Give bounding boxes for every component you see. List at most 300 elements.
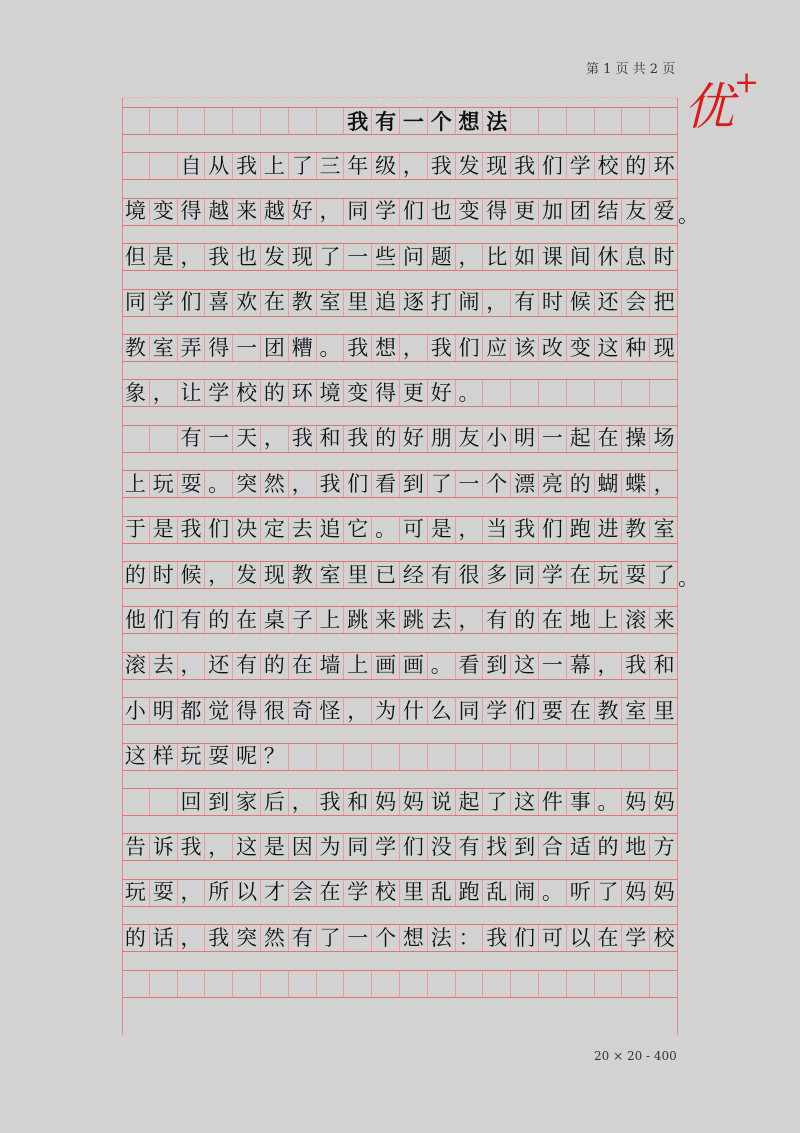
- grid-cell: 乱: [483, 880, 511, 906]
- grid-cell: 。: [317, 335, 345, 361]
- grid-cell: 他: [122, 607, 150, 633]
- grid-cell: 蝴: [595, 471, 623, 497]
- grid-cell: 在: [567, 562, 595, 588]
- grid-cell: 也: [233, 244, 261, 270]
- grid-cell: 定: [261, 517, 289, 543]
- grid-cell: 我: [428, 335, 456, 361]
- grid-cell: 们: [539, 153, 567, 179]
- grid-cell: 我: [511, 153, 539, 179]
- grid-cell: 休: [595, 244, 623, 270]
- grid-cell: 。: [372, 517, 400, 543]
- grid-cell: 为: [372, 698, 400, 724]
- grid-cell: 去: [289, 517, 317, 543]
- grid-cell: 了: [317, 925, 345, 951]
- grid-cell: 们: [150, 607, 178, 633]
- grid-cell: 团: [261, 335, 289, 361]
- grid-cell: 跑: [567, 517, 595, 543]
- grid-cell: 室: [150, 335, 178, 361]
- grid-cell: [122, 971, 150, 997]
- grid-cell: 在: [539, 607, 567, 633]
- grid-cell: 以: [567, 925, 595, 951]
- grid-cell: ，: [483, 290, 511, 316]
- grid-cell: 室: [317, 562, 345, 588]
- grid-cell: 的: [622, 153, 650, 179]
- grid-cell: 墙: [317, 653, 345, 679]
- grid-cell: 变: [567, 335, 595, 361]
- grid-cell: 听: [567, 880, 595, 906]
- grid-cell: 妈: [372, 789, 400, 815]
- grid-spec-footer: 20 × 20 - 400: [594, 1049, 677, 1063]
- grid-cell: 玩: [150, 471, 178, 497]
- grid-cell: 漂: [511, 471, 539, 497]
- grid-cell: [205, 971, 233, 997]
- grid-cell: 候: [567, 290, 595, 316]
- grid-cell: 好: [428, 380, 456, 406]
- essay-row: [122, 924, 678, 952]
- grid-cell: 里: [344, 290, 372, 316]
- grid-cell: 样: [150, 744, 178, 770]
- grid-cell: 子: [289, 607, 317, 633]
- grid-cell: 地: [567, 607, 595, 633]
- grid-cell: 明: [511, 426, 539, 452]
- grid-cell: [372, 971, 400, 997]
- grid-cell: 还: [595, 290, 623, 316]
- grid-cell: 室: [653, 517, 675, 542]
- grid-cell: ，: [317, 199, 345, 225]
- grid-cell: 学: [150, 290, 178, 316]
- essay-row: [122, 152, 678, 180]
- grid-cell: 一: [344, 925, 372, 951]
- grid-cell: 玩: [178, 744, 206, 770]
- grid-cell: [150, 426, 178, 452]
- grade-mark: [676, 68, 766, 138]
- grid-cell: ，: [205, 834, 233, 860]
- grid-cell: [595, 744, 623, 770]
- grid-cell: 境: [122, 199, 150, 225]
- grid-cell: 妈: [400, 789, 428, 815]
- grid-cell: 耍: [178, 471, 206, 497]
- grid-cell: [650, 744, 678, 770]
- grid-cell: 从: [205, 153, 233, 179]
- grid-cell: 当: [483, 517, 511, 543]
- grid-cell: 在: [233, 607, 261, 633]
- essay-row: [122, 879, 678, 907]
- grid-cell: 这: [511, 789, 539, 815]
- grid-cell: [622, 380, 650, 406]
- grid-cell: 亮: [539, 471, 567, 497]
- grid-cell: 地: [622, 834, 650, 860]
- essay-row: [122, 243, 678, 271]
- grid-cell: 加: [539, 199, 567, 225]
- grid-cell: [122, 789, 150, 815]
- grid-cell: 想: [456, 108, 484, 134]
- grid-cell: 事: [567, 789, 595, 815]
- grid-cell: 来: [233, 199, 261, 225]
- essay-row: [122, 697, 678, 725]
- grid-cell: 和: [317, 426, 345, 452]
- grid-cell: 妈: [622, 880, 650, 906]
- grid-cell: 找: [483, 834, 511, 860]
- grid-cell: 比: [483, 244, 511, 270]
- grid-cell: 时: [653, 244, 675, 269]
- grid-cell: [511, 971, 539, 997]
- grid-cell: 有: [178, 607, 206, 633]
- grid-cell: 经: [400, 562, 428, 588]
- grid-cell: 糟: [289, 335, 317, 361]
- grid-cell: 教: [289, 562, 317, 588]
- grid-cell: [150, 789, 178, 815]
- grid-cell: 学: [483, 698, 511, 724]
- grid-cell: ，: [456, 244, 484, 270]
- grid-cell: 息: [622, 244, 650, 270]
- grid-cell: 于: [122, 517, 150, 543]
- grid-cell: 我: [344, 335, 372, 361]
- grid-cell: 该: [511, 335, 539, 361]
- grid-cell: 我: [178, 517, 206, 543]
- grid-cell: [317, 744, 345, 770]
- grid-cell: 如: [511, 244, 539, 270]
- grid-cell: 校: [233, 380, 261, 406]
- grid-cell: ，: [289, 789, 317, 815]
- grid-cell: 法: [483, 108, 511, 134]
- grid-cell: [567, 380, 595, 406]
- grid-cell: 可: [400, 517, 428, 543]
- grid-cell: ？: [261, 744, 289, 770]
- grid-cell: 是: [150, 517, 178, 543]
- grid-cell: 喜: [205, 290, 233, 316]
- grid-cell: [622, 744, 650, 770]
- grid-cell: [178, 971, 206, 997]
- grid-cell: 来: [372, 607, 400, 633]
- manuscript-grid: [122, 97, 699, 1035]
- grid-cell: 在: [261, 290, 289, 316]
- grid-cell: 现: [653, 335, 675, 360]
- grid-cell: [622, 108, 650, 134]
- grid-cell: 方: [653, 834, 675, 859]
- grid-cell: 耍: [205, 744, 233, 770]
- grid-cell: 改: [539, 335, 567, 361]
- grid-cell: 了: [653, 562, 675, 587]
- grid-cell: 有: [289, 925, 317, 951]
- grid-cell: 有: [483, 607, 511, 633]
- grid-cell: 时: [539, 290, 567, 316]
- grid-cell: 的: [122, 562, 150, 588]
- grid-cell: 学: [372, 834, 400, 860]
- grid-cell: [650, 380, 678, 406]
- grid-cell: 妈: [653, 880, 675, 905]
- grid-cell: [567, 744, 595, 770]
- grid-cell: 学: [539, 562, 567, 588]
- grid-cell: 的: [372, 426, 400, 452]
- grid-cell: 了: [317, 244, 345, 270]
- grid-cell: 上: [317, 607, 345, 633]
- grid-cell: 朋: [428, 426, 456, 452]
- grid-cell: 得: [483, 199, 511, 225]
- grid-cell: 我: [622, 653, 650, 679]
- grid-cell: 会: [622, 290, 650, 316]
- grid-cell: 有: [511, 290, 539, 316]
- grid-cell: ，: [653, 471, 675, 496]
- grid-cell: 同: [456, 698, 484, 724]
- grid-cell: [567, 108, 595, 134]
- grid-cell: [150, 108, 178, 134]
- grid-cell: 适: [567, 834, 595, 860]
- grid-cell: 我: [344, 108, 372, 134]
- grid-cell: 看: [456, 653, 484, 679]
- grid-cell: 题: [428, 244, 456, 270]
- grid-cell: [595, 380, 623, 406]
- grid-cell: 很: [456, 562, 484, 588]
- grid-cell: 明: [150, 698, 178, 724]
- essay-row: [122, 561, 678, 589]
- essay-row: [122, 289, 678, 317]
- grid-cell: ，: [178, 653, 206, 679]
- grid-cell: 到: [400, 471, 428, 497]
- grid-cell: 追: [372, 290, 400, 316]
- grid-cell: 们: [539, 517, 567, 543]
- grid-cell: 候: [178, 562, 206, 588]
- grid-cell: [428, 971, 456, 997]
- grid-cell: 校: [372, 880, 400, 906]
- grid-cell: 桌: [261, 607, 289, 633]
- grid-cell: [372, 744, 400, 770]
- grid-cell: 然: [261, 471, 289, 497]
- grid-cell: 上: [595, 607, 623, 633]
- grid-cell: 告: [122, 834, 150, 860]
- grid-cell: 个: [428, 108, 456, 134]
- grid-cell: 我: [205, 925, 233, 951]
- grid-cell: 没: [428, 834, 456, 860]
- grid-cell: 们: [205, 517, 233, 543]
- grid-cell: [261, 108, 289, 134]
- grid-cell: 学: [372, 199, 400, 225]
- grid-cell: 教: [595, 698, 623, 724]
- grid-cell: 室: [622, 698, 650, 724]
- grid-cell: [178, 108, 206, 134]
- grid-cell: 画: [400, 653, 428, 679]
- grade-char: 优: [684, 78, 734, 136]
- grid-cell: 的: [122, 925, 150, 951]
- grid-cell: 里: [653, 698, 675, 723]
- grid-cell: 追: [317, 517, 345, 543]
- grid-cell: 还: [205, 653, 233, 679]
- grid-cell: 合: [539, 834, 567, 860]
- grid-cell: 里: [400, 880, 428, 906]
- grid-cell: 跳: [400, 607, 428, 633]
- grid-cell: 都: [178, 698, 206, 724]
- grid-cell: 我: [205, 244, 233, 270]
- grid-cell: 的: [261, 653, 289, 679]
- grid-cell: 得: [205, 335, 233, 361]
- grid-cell: 。: [456, 380, 484, 406]
- grid-cell: ，: [178, 244, 206, 270]
- grid-cell: 是: [261, 834, 289, 860]
- grid-cell: 有: [428, 562, 456, 588]
- grid-cell: 发: [261, 244, 289, 270]
- grid-cell: 变: [456, 199, 484, 225]
- grid-cell: 更: [511, 199, 539, 225]
- grid-cell: [483, 971, 511, 997]
- essay-row: [122, 970, 678, 998]
- grid-cell: ：: [456, 925, 484, 951]
- grid-cell: [289, 971, 317, 997]
- grid-cell: [511, 108, 539, 134]
- grid-cell: 要: [539, 698, 567, 724]
- grid-cell: 闹: [456, 290, 484, 316]
- grid-cell: 结: [595, 199, 623, 225]
- grid-cell: [511, 380, 539, 406]
- grid-cell: 滚: [622, 607, 650, 633]
- grid-cell: 级: [372, 153, 400, 179]
- grid-cell: 起: [567, 426, 595, 452]
- grid-cell: [539, 108, 567, 134]
- grid-cell: 团: [567, 199, 595, 225]
- essay-row: [122, 198, 678, 226]
- grid-cell: 我: [289, 426, 317, 452]
- grid-cell: [539, 744, 567, 770]
- grid-cell: 了: [289, 153, 317, 179]
- grid-cell: 蝶: [622, 471, 650, 497]
- essay-row: [122, 516, 678, 544]
- grid-cell: 同: [344, 834, 372, 860]
- essay-title-row: [122, 107, 678, 135]
- grid-cell: 三: [317, 153, 345, 179]
- grid-cell: [122, 153, 150, 179]
- grid-cell: 我: [178, 834, 206, 860]
- grid-cell: 环: [653, 153, 675, 178]
- grid-cell: 境: [317, 380, 345, 406]
- grid-cell: 到: [483, 653, 511, 679]
- grid-cell: ，: [289, 471, 317, 497]
- grid-cell: ，: [261, 426, 289, 452]
- grid-cell: [289, 108, 317, 134]
- grid-cell: 件: [539, 789, 567, 815]
- grid-cell: 我: [483, 925, 511, 951]
- grid-cell: 的: [205, 607, 233, 633]
- grid-cell: 年: [344, 153, 372, 179]
- grid-cell: 有: [178, 426, 206, 452]
- grid-cell: 有: [233, 653, 261, 679]
- grid-cell: 跳: [344, 607, 372, 633]
- grid-cell: 起: [456, 789, 484, 815]
- grid-cell: 在: [567, 698, 595, 724]
- grid-cell: 画: [372, 653, 400, 679]
- grid-cell: 会: [289, 880, 317, 906]
- grid-cell: ，: [178, 925, 206, 951]
- grid-cell: 在: [317, 880, 345, 906]
- grid-cell: 间: [567, 244, 595, 270]
- grid-cell: 这: [233, 834, 261, 860]
- grid-cell: [122, 108, 150, 134]
- grid-cell: [400, 971, 428, 997]
- grid-cell: 。: [595, 789, 623, 815]
- grid-cell: [650, 108, 678, 134]
- grid-cell: ，: [178, 880, 206, 906]
- grid-cell: 一: [539, 426, 567, 452]
- grid-cell: 我: [428, 153, 456, 179]
- essay-row: [122, 334, 678, 362]
- grid-cell: [650, 971, 678, 997]
- grid-cell: 怪: [317, 698, 345, 724]
- grid-cell: 现: [483, 153, 511, 179]
- grid-cell: 决: [233, 517, 261, 543]
- grid-cell: 一: [456, 471, 484, 497]
- grid-cell: 到: [511, 834, 539, 860]
- grid-cell: [428, 744, 456, 770]
- grid-cell: 因: [289, 834, 317, 860]
- grid-cell: [289, 744, 317, 770]
- grid-cell: 问: [400, 244, 428, 270]
- grid-cell: 室: [317, 290, 345, 316]
- grid-cell: 。: [539, 880, 567, 906]
- grid-cell: 教: [289, 290, 317, 316]
- grid-cell: 现: [289, 244, 317, 270]
- grid-cell: 一: [205, 426, 233, 452]
- grid-cell: 。: [205, 471, 233, 497]
- grid-cell: 在: [289, 653, 317, 679]
- grid-cell: 我: [233, 153, 261, 179]
- grid-cell: 到: [205, 789, 233, 815]
- grid-cell: 变: [344, 380, 372, 406]
- grid-cell: 是: [428, 517, 456, 543]
- grid-cell: 的: [567, 471, 595, 497]
- grid-cell: 看: [372, 471, 400, 497]
- grid-cell: ，: [150, 380, 178, 406]
- grid-cell: 更: [400, 380, 428, 406]
- grid-cell: 越: [261, 199, 289, 225]
- grid-cell: 校: [653, 925, 675, 950]
- grid-cell: 它: [344, 517, 372, 543]
- grid-cell: 让: [178, 380, 206, 406]
- grid-cell: 和: [653, 653, 675, 678]
- grid-cell: [150, 153, 178, 179]
- grid-cell: [400, 744, 428, 770]
- grid-cell: 小: [122, 698, 150, 724]
- grid-cell: 这: [595, 335, 623, 361]
- grid-cell: 在: [595, 925, 623, 951]
- grid-cell: 乱: [428, 880, 456, 906]
- grid-cell: [595, 971, 623, 997]
- grid-cell: [511, 744, 539, 770]
- overflow-punctuation: 。: [678, 202, 699, 227]
- grid-cell: ，: [205, 562, 233, 588]
- grid-cell: [205, 108, 233, 134]
- grid-cell: [150, 971, 178, 997]
- grid-cell: 小: [483, 426, 511, 452]
- grid-top-dash: [122, 97, 678, 98]
- grid-cell: 自: [178, 153, 206, 179]
- essay-row: [122, 606, 678, 634]
- grid-cell: 们: [344, 471, 372, 497]
- grid-cell: 们: [400, 834, 428, 860]
- grid-cell: 滚: [122, 653, 150, 679]
- grid-cell: 校: [595, 153, 623, 179]
- grid-cell: 和: [344, 789, 372, 815]
- grid-cell: 所: [205, 880, 233, 906]
- grid-cell: ，: [400, 335, 428, 361]
- grid-cell: 打: [428, 290, 456, 316]
- grid-cell: 好: [289, 199, 317, 225]
- grid-cell: 些: [372, 244, 400, 270]
- grid-cell: 幕: [567, 653, 595, 679]
- grid-cell: 们: [400, 199, 428, 225]
- grid-cell: 什: [400, 698, 428, 724]
- grid-cell: 回: [178, 789, 206, 815]
- grid-cell: [622, 971, 650, 997]
- grid-cell: 去: [150, 653, 178, 679]
- grid-cell: 环: [289, 380, 317, 406]
- grid-cell: 越: [205, 199, 233, 225]
